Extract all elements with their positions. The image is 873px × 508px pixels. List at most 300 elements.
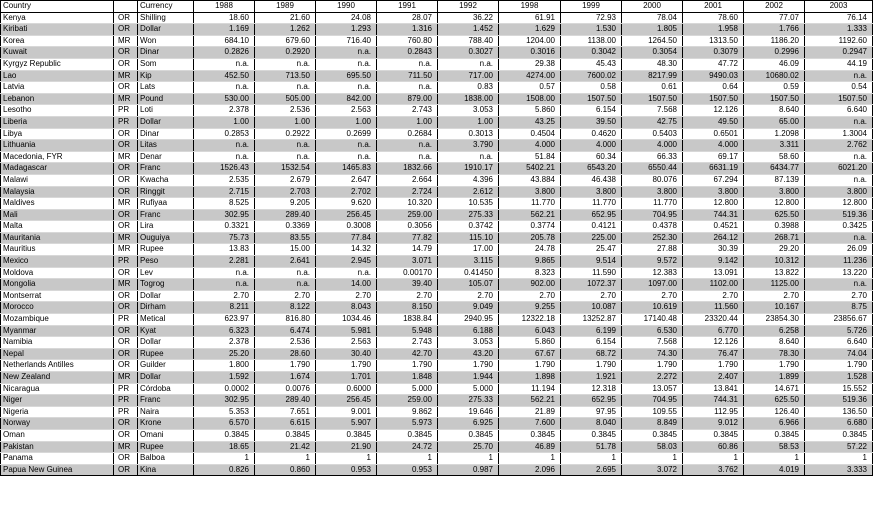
value-cell: 12.800 — [805, 198, 873, 210]
value-cell: 13.822 — [744, 267, 805, 279]
value-cell: n.a. — [255, 279, 316, 291]
currency-cell: Lev — [138, 267, 194, 279]
value-cell: 0.00170 — [377, 267, 438, 279]
currency-cell: Rupee — [138, 441, 194, 453]
value-cell: 2.70 — [316, 290, 377, 302]
value-cell: 5402.21 — [499, 163, 561, 175]
value-cell: 1.899 — [744, 372, 805, 384]
country-cell: Kuwait — [1, 47, 114, 59]
country-cell: Nepal — [1, 348, 114, 360]
value-cell: 1.921 — [561, 372, 622, 384]
value-cell: 879.00 — [377, 93, 438, 105]
value-cell: 3.800 — [744, 186, 805, 198]
currency-cell: Naira — [138, 406, 194, 418]
value-cell: 4.000 — [622, 140, 683, 152]
regime-cell: OR — [114, 174, 138, 186]
value-cell: 1.790 — [316, 360, 377, 372]
value-cell: 625.50 — [744, 395, 805, 407]
regime-cell: PR — [114, 314, 138, 326]
country-cell: Macedonia, FYR — [1, 151, 114, 163]
value-cell: 1102.00 — [683, 279, 744, 291]
value-cell: 6.043 — [499, 325, 561, 337]
value-cell: 6.474 — [255, 325, 316, 337]
country-cell: Lao — [1, 70, 114, 82]
currency-cell: Dollar — [138, 337, 194, 349]
regime-cell: PR — [114, 406, 138, 418]
table-row — [1, 348, 873, 360]
regime-cell: OR — [114, 186, 138, 198]
table-row — [1, 314, 873, 326]
value-cell: 80.076 — [622, 174, 683, 186]
value-cell: 42.70 — [377, 348, 438, 360]
regime-cell: OR — [114, 163, 138, 175]
value-cell: 2.536 — [255, 337, 316, 349]
value-cell: n.a. — [805, 174, 873, 186]
currency-cell: Won — [138, 35, 194, 47]
value-cell: 136.50 — [805, 406, 873, 418]
value-cell: n.a. — [255, 151, 316, 163]
regime-cell: MR — [114, 232, 138, 244]
value-cell: 0.2920 — [255, 47, 316, 59]
currency-cell: Krone — [138, 418, 194, 430]
value-cell: 1.790 — [438, 360, 499, 372]
value-cell: 97.95 — [561, 406, 622, 418]
value-cell: 2.679 — [255, 174, 316, 186]
value-cell: 9.514 — [561, 256, 622, 268]
value-cell: 1.790 — [622, 360, 683, 372]
value-cell: 0.3845 — [377, 429, 438, 441]
table-row — [1, 418, 873, 430]
value-cell: 1526.43 — [194, 163, 255, 175]
value-cell: 43.25 — [499, 116, 561, 128]
value-cell: 1204.00 — [499, 35, 561, 47]
value-cell: 0.83 — [438, 82, 499, 94]
currency-cell: Omani — [138, 429, 194, 441]
value-cell: 24.08 — [316, 12, 377, 24]
regime-cell: PR — [114, 395, 138, 407]
value-cell: 21.89 — [499, 406, 561, 418]
value-cell: 1.790 — [255, 360, 316, 372]
value-cell: 7.568 — [622, 337, 683, 349]
regime-cell: PR — [114, 383, 138, 395]
value-cell: 3.311 — [744, 140, 805, 152]
value-cell: 6.154 — [561, 105, 622, 117]
regime-cell: OR — [114, 82, 138, 94]
value-cell: 1.790 — [499, 360, 561, 372]
value-cell: 0.987 — [438, 464, 499, 476]
value-cell: 0.2853 — [194, 128, 255, 140]
value-cell: 2.563 — [316, 105, 377, 117]
value-cell: 0.3845 — [744, 429, 805, 441]
value-cell: 10.167 — [744, 302, 805, 314]
value-cell: 66.33 — [622, 151, 683, 163]
currency-cell: Dinar — [138, 47, 194, 59]
country-cell: Mongolia — [1, 279, 114, 291]
value-cell: 58.60 — [744, 151, 805, 163]
value-cell: 0.3845 — [194, 429, 255, 441]
value-cell: 530.00 — [194, 93, 255, 105]
value-cell: 47.72 — [683, 58, 744, 70]
value-cell: 3.072 — [622, 464, 683, 476]
value-cell: 67.67 — [499, 348, 561, 360]
value-cell: 0.3042 — [561, 47, 622, 59]
country-cell: Mauritius — [1, 244, 114, 256]
value-cell: 1507.50 — [622, 93, 683, 105]
value-cell: 452.50 — [194, 70, 255, 82]
regime-cell: MR — [114, 244, 138, 256]
value-cell: 2.272 — [622, 372, 683, 384]
currency-cell: Franc — [138, 209, 194, 221]
value-cell: 11.770 — [499, 198, 561, 210]
value-cell: 0.3321 — [194, 221, 255, 233]
value-cell: 6021.20 — [805, 163, 873, 175]
value-cell: 6.188 — [438, 325, 499, 337]
value-cell: 1.452 — [438, 24, 499, 36]
header-currency: Currency — [138, 1, 194, 13]
value-cell: 679.60 — [255, 35, 316, 47]
country-cell: Mozambique — [1, 314, 114, 326]
value-cell: 1.262 — [255, 24, 316, 36]
country-cell: Montserrat — [1, 290, 114, 302]
table-row — [1, 116, 873, 128]
value-cell: 1 — [377, 453, 438, 465]
currency-cell: Franc — [138, 163, 194, 175]
value-cell: 6.258 — [744, 325, 805, 337]
value-cell: 21.90 — [316, 441, 377, 453]
value-cell: 2.743 — [377, 337, 438, 349]
table-row — [1, 244, 873, 256]
value-cell: 51.84 — [499, 151, 561, 163]
value-cell: 5.860 — [499, 105, 561, 117]
value-cell: 6434.77 — [744, 163, 805, 175]
regime-cell: MR — [114, 70, 138, 82]
value-cell: 0.2947 — [805, 47, 873, 59]
value-cell: 17.00 — [438, 244, 499, 256]
value-cell: 9.255 — [499, 302, 561, 314]
value-cell: 0.4620 — [561, 128, 622, 140]
country-cell: Liberia — [1, 116, 114, 128]
value-cell: n.a. — [377, 151, 438, 163]
value-cell: 1 — [622, 453, 683, 465]
country-cell: Netherlands Antilles — [1, 360, 114, 372]
value-cell: 43.884 — [499, 174, 561, 186]
value-cell: 9.572 — [622, 256, 683, 268]
value-cell: 17140.48 — [622, 314, 683, 326]
value-cell: 1.530 — [561, 24, 622, 36]
value-cell: 57.22 — [805, 441, 873, 453]
value-cell: 7.568 — [622, 105, 683, 117]
value-cell: 1465.83 — [316, 163, 377, 175]
header-regime — [114, 1, 138, 13]
regime-cell: OR — [114, 12, 138, 24]
table-row — [1, 24, 873, 36]
value-cell: 0.826 — [194, 464, 255, 476]
value-cell: 13252.87 — [561, 314, 622, 326]
value-cell: 0.3845 — [805, 429, 873, 441]
table-row — [1, 464, 873, 476]
value-cell: 10.320 — [377, 198, 438, 210]
value-cell: 5.981 — [316, 325, 377, 337]
value-cell: 0.0002 — [194, 383, 255, 395]
country-cell: Mexico — [1, 256, 114, 268]
currency-cell: Guilder — [138, 360, 194, 372]
table-row — [1, 429, 873, 441]
country-cell: Pakistan — [1, 441, 114, 453]
value-cell: 65.00 — [744, 116, 805, 128]
country-cell: Maldives — [1, 198, 114, 210]
value-cell: 3.800 — [561, 186, 622, 198]
value-cell: 1.333 — [805, 24, 873, 36]
country-cell: Kiribati — [1, 24, 114, 36]
value-cell: 8.122 — [255, 302, 316, 314]
table-row — [1, 256, 873, 268]
header-year: 2003 — [805, 1, 873, 13]
value-cell: 5.000 — [377, 383, 438, 395]
value-cell: 717.00 — [438, 70, 499, 82]
value-cell: 8.849 — [622, 418, 683, 430]
value-cell: n.a. — [255, 140, 316, 152]
value-cell: 1.00 — [316, 116, 377, 128]
value-cell: 0.953 — [377, 464, 438, 476]
value-cell: 1.00 — [438, 116, 499, 128]
value-cell: 42.75 — [622, 116, 683, 128]
header-year: 2000 — [622, 1, 683, 13]
header-year: 1991 — [377, 1, 438, 13]
value-cell: 2.664 — [377, 174, 438, 186]
country-cell: Kenya — [1, 12, 114, 24]
value-cell: 67.294 — [683, 174, 744, 186]
value-cell: 0.3369 — [255, 221, 316, 233]
value-cell: 1.316 — [377, 24, 438, 36]
value-cell: 1 — [561, 453, 622, 465]
value-cell: 1.00 — [377, 116, 438, 128]
header-year: 1990 — [316, 1, 377, 13]
value-cell: n.a. — [316, 82, 377, 94]
value-cell: n.a. — [805, 151, 873, 163]
table-row — [1, 267, 873, 279]
regime-cell: OR — [114, 24, 138, 36]
value-cell: 2.715 — [194, 186, 255, 198]
value-cell: n.a. — [316, 267, 377, 279]
currency-cell: Kyat — [138, 325, 194, 337]
value-cell: 6.570 — [194, 418, 255, 430]
value-cell: 2.70 — [194, 290, 255, 302]
value-cell: 4.019 — [744, 464, 805, 476]
value-cell: 87.139 — [744, 174, 805, 186]
regime-cell: MR — [114, 93, 138, 105]
value-cell: 256.45 — [316, 395, 377, 407]
value-cell: 0.4504 — [499, 128, 561, 140]
value-cell: 1.805 — [622, 24, 683, 36]
value-cell: 711.50 — [377, 70, 438, 82]
value-cell: 1.766 — [744, 24, 805, 36]
value-cell: 713.50 — [255, 70, 316, 82]
value-cell: 0.3845 — [683, 429, 744, 441]
value-cell: 15.552 — [805, 383, 873, 395]
value-cell: 252.30 — [622, 232, 683, 244]
value-cell: 13.057 — [622, 383, 683, 395]
value-cell: 15.00 — [255, 244, 316, 256]
value-cell: 2.647 — [316, 174, 377, 186]
country-cell: Papua New Guinea — [1, 464, 114, 476]
value-cell: 13.091 — [683, 267, 744, 279]
value-cell: 72.93 — [561, 12, 622, 24]
value-cell: 12.800 — [683, 198, 744, 210]
value-cell: 78.60 — [683, 12, 744, 24]
value-cell: 0.58 — [561, 82, 622, 94]
value-cell: 2.743 — [377, 105, 438, 117]
regime-cell: OR — [114, 267, 138, 279]
value-cell: 12.383 — [622, 267, 683, 279]
value-cell: 58.03 — [622, 441, 683, 453]
value-cell: 1507.50 — [561, 93, 622, 105]
value-cell: 1264.50 — [622, 35, 683, 47]
header-year: 2002 — [744, 1, 805, 13]
value-cell: n.a. — [194, 58, 255, 70]
value-cell: 23320.44 — [683, 314, 744, 326]
regime-cell: MR — [114, 441, 138, 453]
table-row — [1, 140, 873, 152]
value-cell: 3.790 — [438, 140, 499, 152]
value-cell: 30.40 — [316, 348, 377, 360]
value-cell: 0.3845 — [622, 429, 683, 441]
value-cell: n.a. — [316, 58, 377, 70]
value-cell: 83.55 — [255, 232, 316, 244]
table-row — [1, 209, 873, 221]
table-row — [1, 453, 873, 465]
currency-cell: Dinar — [138, 128, 194, 140]
value-cell: 1186.20 — [744, 35, 805, 47]
value-cell: 0.4378 — [622, 221, 683, 233]
value-cell: 26.09 — [805, 244, 873, 256]
table-row — [1, 70, 873, 82]
value-cell: 1.790 — [683, 360, 744, 372]
value-cell: 1.944 — [438, 372, 499, 384]
table-row — [1, 302, 873, 314]
value-cell: 30.39 — [683, 244, 744, 256]
value-cell: 6550.44 — [622, 163, 683, 175]
value-cell: 1.293 — [316, 24, 377, 36]
country-cell: Oman — [1, 429, 114, 441]
value-cell: 788.40 — [438, 35, 499, 47]
value-cell: 1910.17 — [438, 163, 499, 175]
table-row — [1, 186, 873, 198]
value-cell: 10.535 — [438, 198, 499, 210]
currency-cell: Shilling — [138, 12, 194, 24]
value-cell: n.a. — [194, 267, 255, 279]
value-cell: 256.45 — [316, 209, 377, 221]
country-cell: Morocco — [1, 302, 114, 314]
value-cell: 6.966 — [744, 418, 805, 430]
value-cell: 2.378 — [194, 105, 255, 117]
regime-cell: OR — [114, 140, 138, 152]
value-cell: 0.57 — [499, 82, 561, 94]
regime-cell: OR — [114, 429, 138, 441]
value-cell: 11.194 — [499, 383, 561, 395]
value-cell: 60.34 — [561, 151, 622, 163]
value-cell: 0.3742 — [438, 221, 499, 233]
value-cell: 74.30 — [622, 348, 683, 360]
value-cell: 44.19 — [805, 58, 873, 70]
value-cell: 25.20 — [194, 348, 255, 360]
table-row — [1, 82, 873, 94]
value-cell: 1 — [194, 453, 255, 465]
value-cell: 302.95 — [194, 395, 255, 407]
currency-cell: Denar — [138, 151, 194, 163]
value-cell: 9.862 — [377, 406, 438, 418]
value-cell: 12.800 — [744, 198, 805, 210]
value-cell: 0.6000 — [316, 383, 377, 395]
value-cell: 2.70 — [805, 290, 873, 302]
value-cell: 3.800 — [499, 186, 561, 198]
value-cell: n.a. — [438, 58, 499, 70]
value-cell: 0.54 — [805, 82, 873, 94]
value-cell: 6.323 — [194, 325, 255, 337]
value-cell: 0.3079 — [683, 47, 744, 59]
currency-cell: Dollar — [138, 372, 194, 384]
value-cell: 126.40 — [744, 406, 805, 418]
currency-cell: Dollar — [138, 290, 194, 302]
country-cell: Nicaragua — [1, 383, 114, 395]
country-cell: Panama — [1, 453, 114, 465]
value-cell: 3.333 — [805, 464, 873, 476]
value-cell: 6.680 — [805, 418, 873, 430]
value-cell: n.a. — [255, 58, 316, 70]
value-cell: 1.674 — [255, 372, 316, 384]
regime-cell: OR — [114, 58, 138, 70]
value-cell: 8.040 — [561, 418, 622, 430]
value-cell: 9.049 — [438, 302, 499, 314]
value-cell: 3.762 — [683, 464, 744, 476]
value-cell: 10.619 — [622, 302, 683, 314]
value-cell: n.a. — [194, 82, 255, 94]
value-cell: 275.33 — [438, 209, 499, 221]
value-cell: 24.72 — [377, 441, 438, 453]
regime-cell: MR — [114, 279, 138, 291]
value-cell: 12.126 — [683, 337, 744, 349]
value-cell: 0.953 — [316, 464, 377, 476]
value-cell: 25.70 — [438, 441, 499, 453]
value-cell: 0.2922 — [255, 128, 316, 140]
value-cell: 1138.00 — [561, 35, 622, 47]
value-cell: 9.142 — [683, 256, 744, 268]
regime-cell: OR — [114, 464, 138, 476]
value-cell: 0.860 — [255, 464, 316, 476]
country-cell: Norway — [1, 418, 114, 430]
value-cell: 2.70 — [438, 290, 499, 302]
value-cell: 1.800 — [194, 360, 255, 372]
currency-cell: Togrog — [138, 279, 194, 291]
header-year: 1988 — [194, 1, 255, 13]
value-cell: 625.50 — [744, 209, 805, 221]
table-row — [1, 35, 873, 47]
header-year: 1989 — [255, 1, 316, 13]
value-cell: 13.841 — [683, 383, 744, 395]
value-cell: 1 — [683, 453, 744, 465]
value-cell: 75.73 — [194, 232, 255, 244]
value-cell: 2.536 — [255, 105, 316, 117]
value-cell: 2.563 — [316, 337, 377, 349]
value-cell: 0.59 — [744, 82, 805, 94]
value-cell: 2.695 — [561, 464, 622, 476]
value-cell: 760.80 — [377, 35, 438, 47]
currency-cell: Kwacha — [138, 174, 194, 186]
value-cell: 1313.50 — [683, 35, 744, 47]
value-cell: 6.199 — [561, 325, 622, 337]
value-cell: 744.31 — [683, 395, 744, 407]
regime-cell: OR — [114, 290, 138, 302]
value-cell: 0.41450 — [438, 267, 499, 279]
